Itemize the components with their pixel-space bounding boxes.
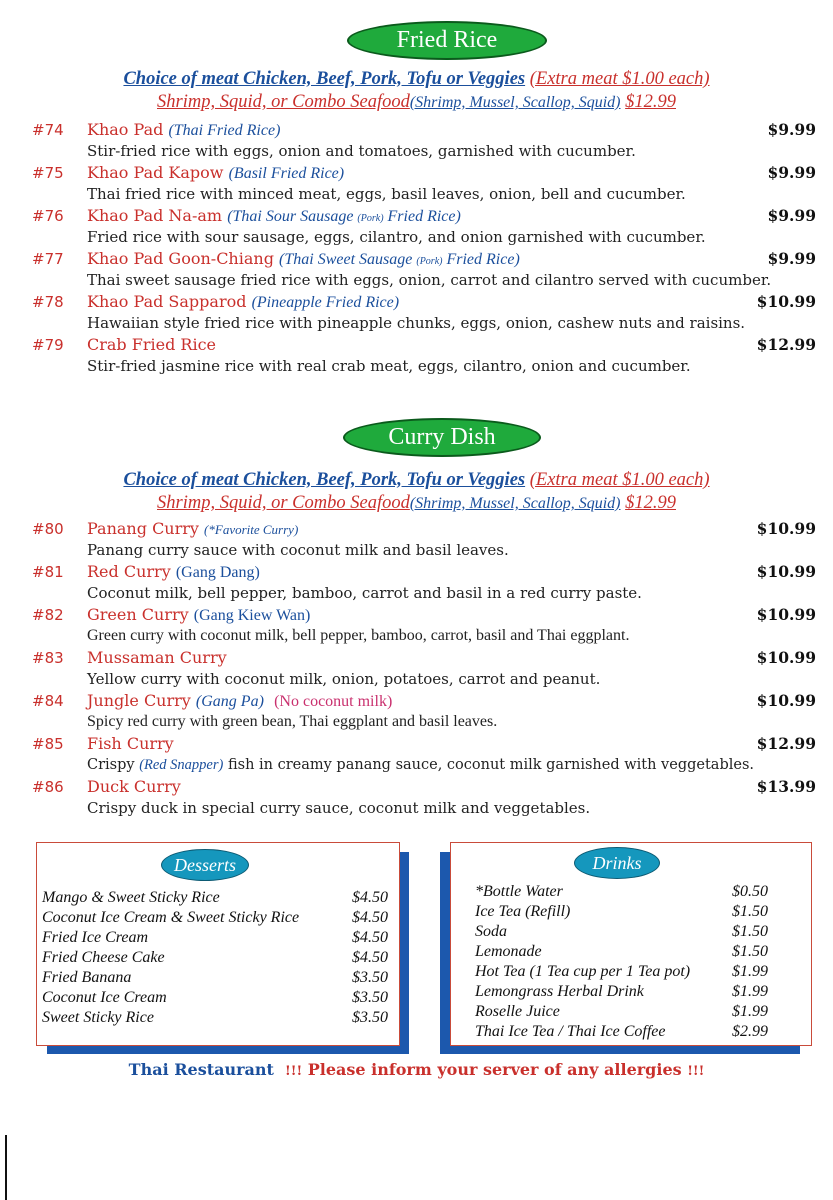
fried-rice-seafood-choice [0, 91, 833, 114]
item-description: Coconut milk, bell pepper, bamboo, carrot and basil in a red curry paste. [87, 584, 642, 602]
item-name-text: Green Curry [87, 605, 189, 624]
dessert-name: Coconut Ice Cream & Sweet Sticky Rice [42, 909, 300, 926]
item-subtitle-a: (Thai Sour Sausage [227, 208, 354, 225]
scan-edge-line [5, 1135, 7, 1200]
drink-name: Thai Ice Tea / Thai Ice Coffee [475, 1023, 666, 1040]
item-price: $10.99 [756, 648, 816, 667]
drink-price: $0.50 [732, 883, 768, 900]
item-subtitle-b: Fried Rice) [446, 251, 520, 268]
item-note: (No coconut milk) [274, 693, 393, 710]
item-subtitle [227, 208, 461, 225]
item-number: #75 [32, 164, 64, 182]
desserts-heading [161, 849, 249, 881]
item-name-text: Khao Pad Kapow [87, 163, 224, 182]
item-number: #85 [32, 735, 64, 753]
drink-name: Hot Tea (1 Tea cup per 1 Tea pot) [475, 963, 691, 980]
menu-item [32, 604, 816, 647]
drink-price: $1.99 [732, 963, 768, 980]
item-number: #82 [32, 606, 64, 624]
drink-price: $1.50 [732, 943, 768, 960]
item-name-text: Fish Curry [87, 734, 174, 753]
fried-rice-list [32, 119, 816, 377]
item-price: $10.99 [756, 519, 816, 538]
item-name-text: Khao Pad Goon-Chiang [87, 249, 274, 268]
item-name [87, 291, 399, 314]
item-subtitle [279, 251, 520, 268]
dessert-name: Fried Banana [42, 969, 132, 986]
meat-options: Choice of meat Chicken, Beef, Pork, Tofu or Veggies [123, 69, 526, 89]
dessert-price: $3.50 [352, 1009, 388, 1026]
item-number: #74 [32, 121, 64, 139]
seafood-price: $12.99 [625, 493, 676, 513]
item-description: Panang curry sauce with coconut milk and basil leaves. [87, 541, 509, 559]
dessert-price: $3.50 [352, 969, 388, 986]
item-price: $10.99 [756, 691, 816, 710]
item-price: $12.99 [756, 734, 816, 753]
desserts-title: Desserts [174, 854, 236, 875]
curry-meat-choice [0, 469, 833, 491]
menu-item [32, 248, 816, 291]
item-subtitle: (Gang Pa) [195, 693, 264, 710]
dessert-price: $4.50 [352, 909, 388, 926]
allergy-warning: Please inform your server of any allergies [307, 1060, 682, 1079]
alert-marks-right: !!! [687, 1064, 705, 1079]
item-description: Thai sweet sausage fried rice with eggs, onion, carrot and cilantro served with cucumber. [87, 271, 772, 289]
item-description: Stir-fried rice with eggs, onion and tomatoes, garnished with cucumber. [87, 142, 636, 160]
item-name-text: Khao Pad [87, 120, 164, 139]
curry-title: Curry Dish [388, 424, 496, 450]
menu-item [32, 647, 816, 690]
dessert-name: Mango & Sweet Sticky Rice [42, 889, 220, 906]
item-name [87, 162, 344, 185]
dessert-name: Coconut Ice Cream [42, 989, 167, 1006]
item-price: $10.99 [756, 562, 816, 581]
item-price: $12.99 [756, 335, 816, 354]
drinks-heading [574, 847, 660, 879]
item-name-text: Red Curry [87, 562, 171, 581]
drink-name: Lemonade [475, 943, 542, 960]
curry-seafood-choice [0, 492, 833, 515]
menu-item [32, 162, 816, 205]
seafood-options: Shrimp, Squid, or Combo Seafood [157, 493, 410, 513]
menu-item [32, 291, 816, 334]
fried-rice-heading [347, 21, 547, 60]
item-name [87, 733, 174, 755]
seafood-detail: (Shrimp, Mussel, Scallop, Squid) [409, 495, 621, 512]
item-price: $9.99 [767, 163, 816, 182]
dessert-price: $4.50 [352, 949, 388, 966]
dessert-name: Sweet Sticky Rice [42, 1009, 154, 1026]
drink-name: Ice Tea (Refill) [475, 903, 571, 920]
item-name [87, 776, 181, 798]
item-subtitle-a: (Thai Sweet Sausage [279, 251, 413, 268]
item-name-text: Panang Curry [87, 519, 199, 538]
dessert-name: Fried Ice Cream [42, 929, 149, 946]
meat-options: Choice of meat Chicken, Beef, Pork, Tofu or Veggies [123, 470, 526, 490]
menu-item [32, 776, 816, 819]
extra-meat-note: (Extra meat $1.00 each) [529, 69, 710, 89]
dessert-price: $3.50 [352, 989, 388, 1006]
drink-price: $1.50 [732, 903, 768, 920]
item-number: #78 [32, 293, 64, 311]
restaurant-name: Thai Restaurant [128, 1060, 274, 1079]
item-description-b: fish in creamy panang sauce, coconut milk garnished with veggetables. [227, 757, 754, 773]
item-name-text: Khao Pad Sapparod [87, 292, 247, 311]
item-subtitle-b: Fried Rice) [387, 208, 461, 225]
item-number: #80 [32, 520, 64, 538]
item-subtitle: (Thai Fried Rice) [168, 122, 281, 139]
item-name-text: Duck Curry [87, 777, 181, 796]
drinks-title: Drinks [592, 852, 642, 873]
item-subtitle-tiny: (Pork) [416, 256, 443, 267]
seafood-options: Shrimp, Squid, or Combo Seafood [157, 92, 410, 112]
item-name [87, 647, 227, 669]
item-description: Spicy red curry with green bean, Thai eggplant and basil leaves. [87, 713, 498, 730]
drink-name: *Bottle Water [475, 883, 563, 900]
item-name [87, 561, 260, 584]
item-description: Fried rice with sour sausage, eggs, cilantro, and onion garnished with cucumber. [87, 228, 706, 246]
item-number: #83 [32, 649, 64, 667]
drink-name: Soda [475, 923, 507, 940]
dessert-price: $4.50 [352, 889, 388, 906]
curry-list [32, 518, 816, 819]
seafood-price: $12.99 [625, 92, 676, 112]
item-description: Hawaiian style fried rice with pineapple chunks, eggs, onion, cashew nuts and raisins. [87, 314, 746, 332]
item-number: #84 [32, 692, 64, 710]
item-name [87, 119, 280, 142]
menu-item [32, 119, 816, 162]
drink-name: Roselle Juice [475, 1003, 560, 1020]
item-price: $10.99 [756, 292, 816, 311]
item-subtitle: (Pineapple Fried Rice) [251, 294, 400, 311]
item-price: $9.99 [767, 249, 816, 268]
item-name [87, 334, 216, 356]
drink-price: $1.50 [732, 923, 768, 940]
alert-marks-left: !!! [285, 1064, 303, 1079]
item-number: #79 [32, 336, 64, 354]
menu-item [32, 733, 816, 776]
item-name-text: Khao Pad Na-am [87, 206, 223, 225]
footer [0, 1060, 833, 1079]
item-name [87, 518, 298, 541]
drink-price: $2.99 [732, 1023, 768, 1040]
item-description: Yellow curry with coconut milk, onion, potatoes, carrot and peanut. [87, 670, 601, 688]
item-subtitle: (Gang Dang) [175, 564, 260, 581]
item-name [87, 690, 392, 713]
menu-item [32, 518, 816, 561]
drink-price: $1.99 [732, 983, 768, 1000]
item-description: Thai fried rice with minced meat, eggs, basil leaves, onion, bell and cucumber. [87, 185, 686, 203]
drink-name: Lemongrass Herbal Drink [475, 983, 644, 1000]
drink-price: $1.99 [732, 1003, 768, 1020]
item-description [87, 754, 754, 776]
item-subtitle: (*Favorite Curry) [204, 522, 299, 537]
menu-item [32, 561, 816, 604]
item-name-text: Crab Fried Rice [87, 335, 217, 354]
menu-item [32, 334, 816, 377]
fried-rice-meat-choice [0, 68, 833, 90]
seafood-detail: (Shrimp, Mussel, Scallop, Squid) [409, 94, 621, 111]
item-subtitle: (Gang Kiew Wan) [193, 607, 311, 624]
item-price: $9.99 [767, 206, 816, 225]
item-name-text: Mussaman Curry [87, 648, 227, 667]
dessert-name: Fried Cheese Cake [42, 949, 165, 966]
item-price: $13.99 [756, 777, 816, 796]
item-number: #81 [32, 563, 64, 581]
item-description: Green curry with coconut milk, bell pepper, bamboo, carrot, basil and Thai eggplant. [87, 627, 630, 644]
item-subtitle: (Basil Fried Rice) [228, 165, 345, 182]
menu-item [32, 205, 816, 248]
item-description-a: Crispy [87, 757, 135, 773]
item-number: #76 [32, 207, 64, 225]
curry-heading [343, 418, 541, 457]
item-price: $9.99 [767, 120, 816, 139]
item-name [87, 604, 310, 627]
fried-rice-title: Fried Rice [396, 27, 498, 53]
item-description: Stir-fried jasmine rice with real crab meat, eggs, cilantro, onion and cucumber. [87, 357, 691, 375]
item-price: $10.99 [756, 605, 816, 624]
extra-meat-note: (Extra meat $1.00 each) [529, 470, 710, 490]
item-number: #86 [32, 778, 64, 796]
item-name-text: Jungle Curry [87, 691, 191, 710]
menu-item [32, 690, 816, 733]
item-subtitle-tiny: (Pork) [357, 213, 384, 224]
item-description: Crispy duck in special curry sauce, coconut milk and veggetables. [87, 799, 591, 817]
item-description-highlight: (Red Snapper) [139, 757, 224, 773]
item-number: #77 [32, 250, 64, 268]
dessert-price: $4.50 [352, 929, 388, 946]
